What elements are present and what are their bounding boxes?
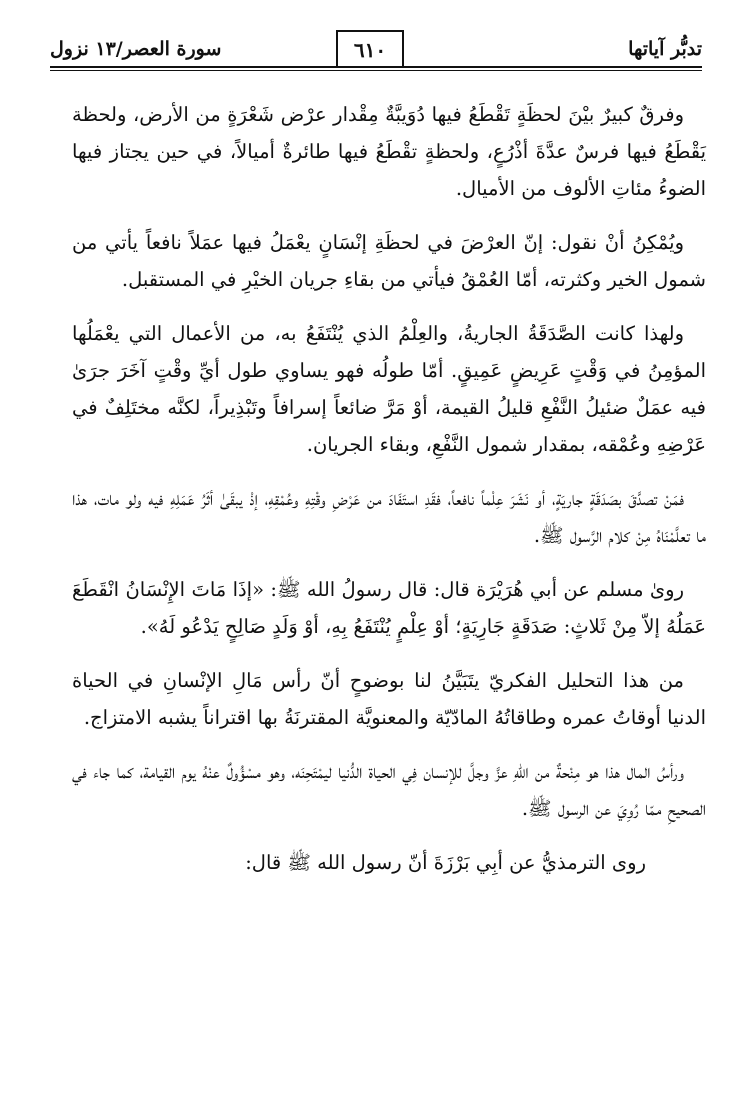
book-title: تدبُّر آياتها [628,38,702,60]
paragraph-3: ولهذا كانت الصَّدَقَةُ الجاريةُ، والعِلْمُ الذي يُنْتَفَعُ به، من الأعمال التي يعْمَلُها المؤمِنُ في وَقْتٍ عَرِيضٍ عَمِيقٍ. أمّا طولُه فهو يساوي طول أيِّ وقْتٍ آخَرَ جرَىٰ فيه عمَلٌ ضئيلُ النَّفْعِ قليلُ القيمة، أوْ مَرَّ ضائعاً إسرافاً وتَبْذِيراً، لكنَّه مختَلِفٌ في عَرْضِهِ وعُمْقه، بمقدار شمول النَّفْعِ، وبقاء الجريان. [72,322,706,456]
page-header [50,28,702,78]
page-body [72,96,706,881]
header-divider [50,66,702,68]
paragraph-6: من هذا التحليل الفكريّ يتَبَيَّنُ لنا بوضوحٍ أنّ رأس مَالِ الإنْسانِ في الحياة الدنيا أوقاتُ عمره وطاقاتُهُ المادّيّة والمعنويَّة المقترنَةُ بها اقتراناً يشبه الامتزاج. [72,669,706,729]
paragraph-8: روى الترمذيُّ عن أبِي بَرْزَةَ أنّ رسول الله ﷺ قال: [245,851,646,874]
paragraph-1: وفرقٌ كبيرٌ بيْنَ لحظَةٍ تَقْطَعُ فيها دُوَيبَّةٌ مِقْدار عرْض شَعْرَةٍ من الأرض، ولحظة يَقْطَعُ فيها فرسٌ عدَّةَ أذْرُعٍ، ولحظةٍ تقْطَعُ فيها طائرةٌ أميالاً، في حين يجتاز فيها الضوءُ مئاتِ الألوف من الأميال. [72,103,706,200]
paragraph-2: ويُمْكِنُ أنْ نقول: إنّ العرْضَ في لحظَةِ إنْسَانٍ يعْمَلُ فيها عمَلاً نافعاً يأتي من شمول الخير وكثرته، أمّا العُمْقُ فيأتي من بقاءِ جريان الخيْرِ في المستقبل. [72,231,706,291]
header-divider-thin [50,70,702,71]
page-number: ٦١٠ [336,30,404,68]
paragraph-7: ورأسُ المال هذا هو مِنْحةٌ من اللهِ عزَّ وجلَّ للإنسان فِي الحياة الدُّنيا ليمْتَحِنَه، وهو مسْؤُولٌ عنْهُ يوم القيامة، كما جاء في الصحيحِ ممّا رُوِيَ عن الرسول ﷺ. [72,760,706,820]
surah-label: سورة العصر/١٣ نزول [50,38,222,60]
paragraph-4: فمَنْ تصدَّقَ بصَدَقَةٍ جاريَةٍ، أو نَشَرَ عِلْماً نافعاً، فقَدِ استَفَادَ من عَرْضِ وقْتِهِ وعُمْقِهِ، إذْ يبقَىٰ أثَرُ عَمَلِهِ فيه ولو مات، هذا ما تعلَّمْنَاهُ مِنْ كلام الرَّسول ﷺ. [72,487,706,547]
paragraph-5-hadith: روىٰ مسلم عن أبي هُرَيْرَة قال: قال رسولُ الله ﷺ: «إذَا مَاتَ الإِنْسَانُ انْقَطَعَ عَمَلُهُ إلاّ مِنْ ثَلاثٍ: صَدَقَةٍ جَارِيَةٍ؛ أوْ عِلْمٍ يُنْتَفَعُ بِهِ، أوْ وَلَدٍ صَالِحٍ يَدْعُو لَهُ». [72,578,706,638]
